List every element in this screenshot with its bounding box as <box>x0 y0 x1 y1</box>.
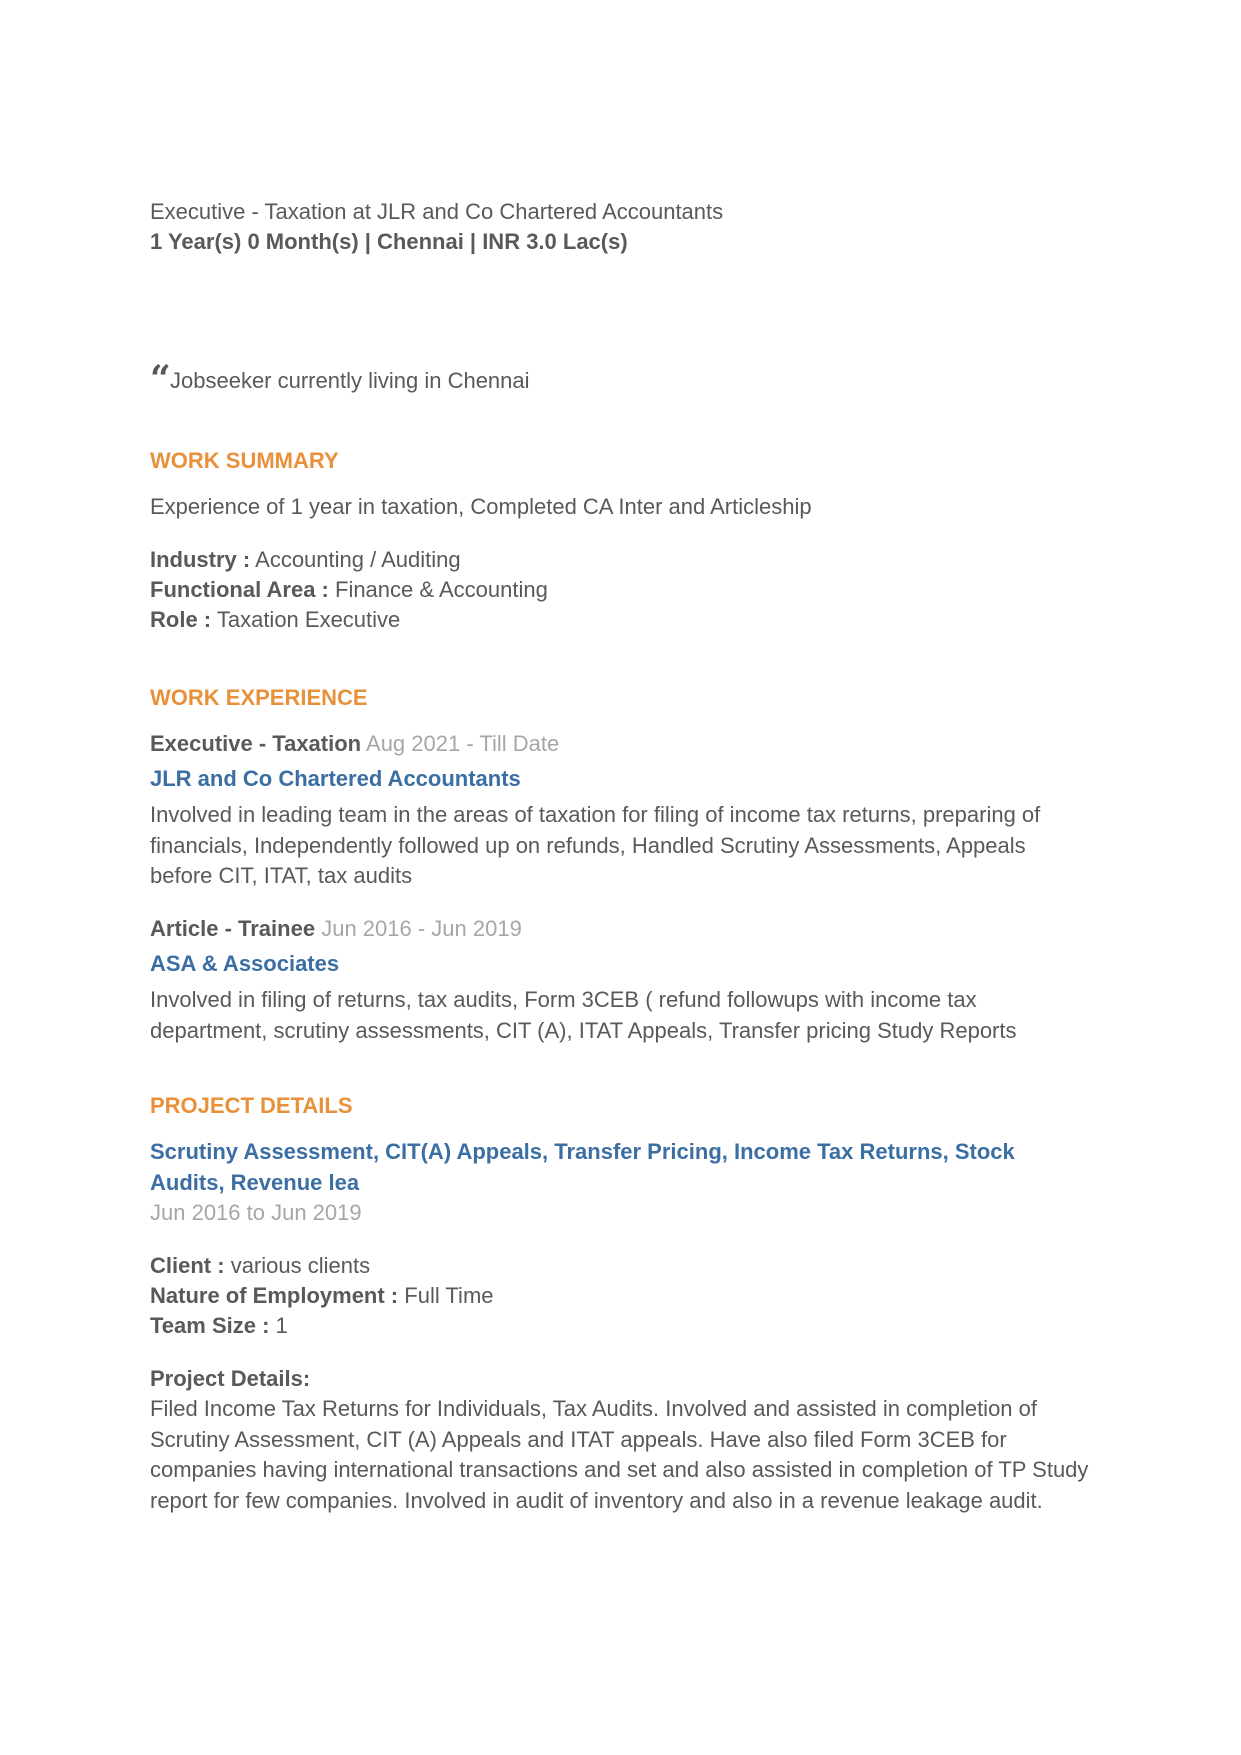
team-size-label: Team Size : <box>150 1313 270 1338</box>
quote-text: Jobseeker currently living in Chennai <box>170 368 530 393</box>
job-1-dates: Aug 2021 - Till Date <box>366 731 560 756</box>
functional-area-label: Functional Area : <box>150 577 329 602</box>
role-label: Role : <box>150 607 212 632</box>
job-2-header <box>150 914 1090 944</box>
functional-area-value: Finance & Accounting <box>335 577 548 602</box>
employment-value: Full Time <box>404 1283 494 1308</box>
role-row <box>150 605 1090 635</box>
functional-area-row <box>150 575 1090 605</box>
industry-row <box>150 545 1090 575</box>
work-summary-text: Experience of 1 year in taxation, Completed CA Inter and Articleship <box>150 494 812 519</box>
client-label: Client : <box>150 1253 225 1278</box>
job-1-header <box>150 729 1090 759</box>
work-summary-heading: WORK SUMMARY <box>150 448 339 473</box>
team-size-row <box>150 1311 1090 1341</box>
job-2-dates: Jun 2016 - Jun 2019 <box>321 916 522 941</box>
job-1-company: JLR and Co Chartered Accountants <box>150 766 521 791</box>
job-2-description: Involved in filing of returns, tax audits, Form 3CEB ( refund followups with income tax department, scrutiny assessments, CIT (A), ITAT Appeals, Transfer pricing Study Reports <box>150 987 1017 1043</box>
industry-value: Accounting / Auditing <box>255 547 461 572</box>
job-2-company: ASA & Associates <box>150 951 340 976</box>
employment-label: Nature of Employment : <box>150 1283 399 1308</box>
team-size-value: 1 <box>275 1313 288 1338</box>
project-details-text: Filed Income Tax Returns for Individuals, Tax Audits. Involved and assisted in completion of Scrutiny Assessment, CIT (A) Appeals and ITAT appeals. Have also filed Form 3CEB for companies having international transactions and set and also assisted in completion of TP Study report for few companies. Involved in audit of inventory and also in a revenue leakage audit. <box>150 1396 1089 1513</box>
project-details-heading: PROJECT DETAILS <box>150 1093 353 1118</box>
project-details-label: Project Details: <box>150 1366 311 1391</box>
quote-icon: “ <box>150 358 171 400</box>
client-row <box>150 1251 1090 1281</box>
industry-label: Industry : <box>150 547 251 572</box>
work-experience-heading: WORK EXPERIENCE <box>150 685 368 710</box>
job-1-title: Executive - Taxation <box>150 731 362 756</box>
project-dates: Jun 2016 to Jun 2019 <box>150 1200 362 1225</box>
role-value: Taxation Executive <box>216 607 401 632</box>
project-title: Scrutiny Assessment, CIT(A) Appeals, Transfer Pricing, Income Tax Returns, Stock Audits, Revenue lea <box>150 1139 1015 1195</box>
headline-meta: 1 Year(s) 0 Month(s) | Chennai | INR 3.0 Lac(s) <box>150 229 628 254</box>
headline: Executive - Taxation at JLR and Co Chartered Accountants <box>150 199 724 224</box>
employment-row <box>150 1281 1090 1311</box>
job-2-title: Article - Trainee <box>150 916 316 941</box>
client-value: various clients <box>230 1253 371 1278</box>
job-1-description: Involved in leading team in the areas of taxation for filing of income tax returns, preparing of financials, Independently followed up on refunds, Handled Scrutiny Assessments, Appeals before CIT, ITAT, tax audits <box>150 802 1041 888</box>
